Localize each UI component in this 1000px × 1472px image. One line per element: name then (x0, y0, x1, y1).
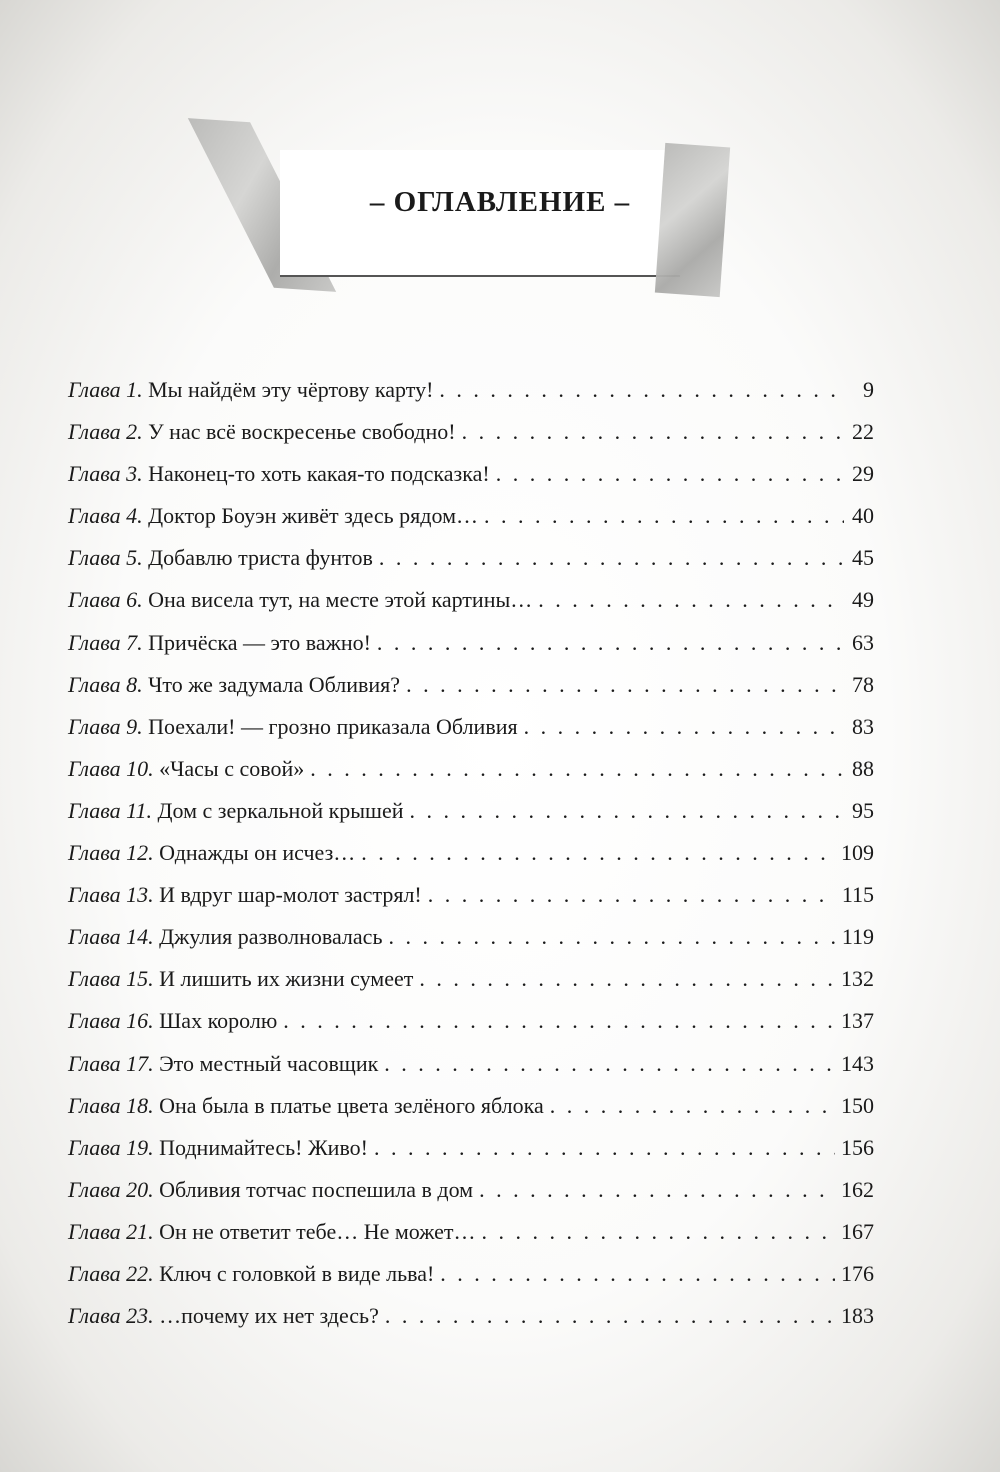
chapter-title: Он не ответит тебе… Не может… (159, 1218, 476, 1244)
dot-leader (384, 1051, 835, 1077)
toc-entry (68, 461, 874, 503)
chapter-title: И лишить их жизни сумеет (159, 966, 414, 992)
toc-entry (68, 714, 874, 756)
toc-entry (68, 1303, 874, 1345)
toc-entry (68, 1008, 874, 1050)
toc-entry (68, 377, 874, 419)
dot-leader (440, 1261, 835, 1287)
page-number: 167 (841, 1218, 874, 1244)
dot-leader (310, 756, 844, 782)
dot-leader (388, 924, 835, 950)
table-of-contents (68, 377, 874, 1345)
page-number: 83 (852, 713, 874, 739)
chapter-title: Дом с зеркальной крышей (157, 797, 404, 823)
chapter-title: Однажды он исчез… (159, 840, 356, 866)
chapter-label: Глава 1. (68, 377, 149, 402)
chapter-title: Что же задумала Обливия? (148, 671, 401, 697)
page-number: 119 (841, 924, 874, 950)
chapter-label: Глава 21. (68, 1218, 160, 1244)
chapter-label: Глава 11. (68, 797, 158, 823)
dot-leader (428, 882, 836, 908)
toc-entry (68, 882, 874, 924)
chapter-title: Наконец-то хоть какая-то подсказка! (148, 461, 490, 487)
chapter-label: Глава 22. (68, 1260, 160, 1286)
chapter-title: Шах королю (159, 1008, 278, 1034)
chapter-title: Причёска — это важно! (148, 629, 371, 655)
chapter-label: Глава 6. (68, 587, 149, 613)
page-number: 63 (852, 629, 874, 655)
dot-leader (377, 630, 844, 656)
dot-leader (496, 461, 844, 487)
dot-leader (406, 672, 844, 698)
chapter-label: Глава 4. (68, 503, 149, 529)
chapter-title: Мы найдём эту чёртову карту! (148, 377, 434, 402)
chapter-label: Глава 12. (68, 840, 160, 866)
toc-entry (68, 1135, 874, 1177)
page-number: 88 (852, 755, 874, 781)
toc-entry (68, 1261, 874, 1303)
tape-decoration-right (655, 143, 730, 297)
chapter-label: Глава 23. (68, 1303, 160, 1329)
chapter-label: Глава 14. (68, 924, 160, 950)
toc-entry (68, 1093, 874, 1135)
page-number: 137 (841, 1008, 874, 1034)
page-title: – ОГЛАВЛЕНИЕ – (369, 186, 631, 218)
dot-leader (410, 798, 844, 824)
toc-entry (68, 1051, 874, 1093)
chapter-title: Она висела тут, на месте этой картины… (148, 587, 533, 613)
toc-entry (68, 798, 874, 840)
toc-entry (68, 840, 874, 882)
chapter-label: Глава 18. (68, 1092, 160, 1118)
chapter-label: Глава 13. (68, 882, 160, 908)
page-number: 9 (863, 377, 874, 402)
dot-leader (479, 1177, 835, 1203)
page-number: 115 (841, 882, 874, 908)
toc-entry (68, 756, 874, 798)
chapter-title: Джулия разволновалась (159, 924, 383, 950)
chapter-title: И вдруг шар-молот застрял! (159, 882, 422, 908)
dot-leader (379, 545, 844, 571)
chapter-label: Глава 20. (68, 1176, 160, 1202)
page-number: 162 (841, 1176, 874, 1202)
page-number: 156 (841, 1134, 874, 1160)
chapter-title: Ключ с головкой в виде льва! (159, 1260, 435, 1286)
toc-entry (68, 587, 874, 629)
chapter-label: Глава 17. (68, 1050, 160, 1076)
toc-entry (68, 419, 874, 461)
page-number: 132 (841, 966, 874, 992)
chapter-title: «Часы с совой» (159, 755, 305, 781)
toc-entry (68, 1219, 874, 1261)
toc-entry (68, 966, 874, 1008)
dot-leader (385, 1303, 835, 1329)
toc-entry (68, 503, 874, 545)
page-number: 109 (841, 840, 874, 866)
toc-entry (68, 1177, 874, 1219)
chapter-label: Глава 10. (68, 755, 160, 781)
page-number: 40 (852, 503, 874, 529)
chapter-title: У нас всё воскресенье свободно! (148, 419, 456, 445)
toc-entry (68, 672, 874, 714)
dot-leader (374, 1135, 835, 1161)
chapter-label: Глава 5. (68, 545, 149, 571)
dot-leader (361, 840, 835, 866)
chapter-label: Глава 9. (68, 713, 149, 739)
dot-leader (484, 503, 844, 529)
chapter-title: Доктор Боуэн живёт здесь рядом… (148, 503, 479, 529)
chapter-label: Глава 7. (68, 629, 149, 655)
toc-entry (68, 630, 874, 672)
chapter-label: Глава 19. (68, 1134, 160, 1160)
chapter-label: Глава 15. (68, 966, 160, 992)
dot-leader (538, 587, 844, 613)
page-number: 143 (841, 1050, 874, 1076)
dot-leader (283, 1008, 835, 1034)
page-number: 95 (852, 797, 874, 823)
dot-leader (524, 714, 844, 740)
page-number: 176 (841, 1260, 874, 1286)
page-number: 45 (852, 545, 874, 571)
chapter-label: Глава 3. (68, 461, 149, 487)
dot-leader (439, 377, 844, 403)
chapter-title: …почему их нет здесь? (159, 1303, 379, 1329)
dot-leader (482, 1219, 835, 1245)
toc-entry (68, 545, 874, 587)
page-number: 78 (852, 671, 874, 697)
toc-entry (68, 924, 874, 966)
chapter-title: Это местный часовщик (159, 1050, 379, 1076)
chapter-title: Она была в платье цвета зелёного яблока (159, 1092, 544, 1118)
page-number: 29 (852, 461, 874, 487)
page-number: 22 (852, 419, 874, 445)
chapter-title: Поехали! — грозно приказала Обливия (148, 713, 518, 739)
dot-leader (462, 419, 844, 445)
chapter-title: Добавлю триста фунтов (148, 545, 373, 571)
chapter-label: Глава 16. (68, 1008, 160, 1034)
page-number: 49 (852, 587, 874, 613)
page-number: 150 (841, 1092, 874, 1118)
chapter-label: Глава 2. (68, 419, 149, 445)
chapter-title: Поднимайтесь! Живо! (159, 1134, 369, 1160)
dot-leader (550, 1093, 835, 1119)
chapter-title: Обливия тотчас поспешила в дом (159, 1176, 474, 1202)
dot-leader (419, 966, 835, 992)
chapter-label: Глава 8. (68, 671, 149, 697)
page-number: 183 (841, 1303, 874, 1329)
